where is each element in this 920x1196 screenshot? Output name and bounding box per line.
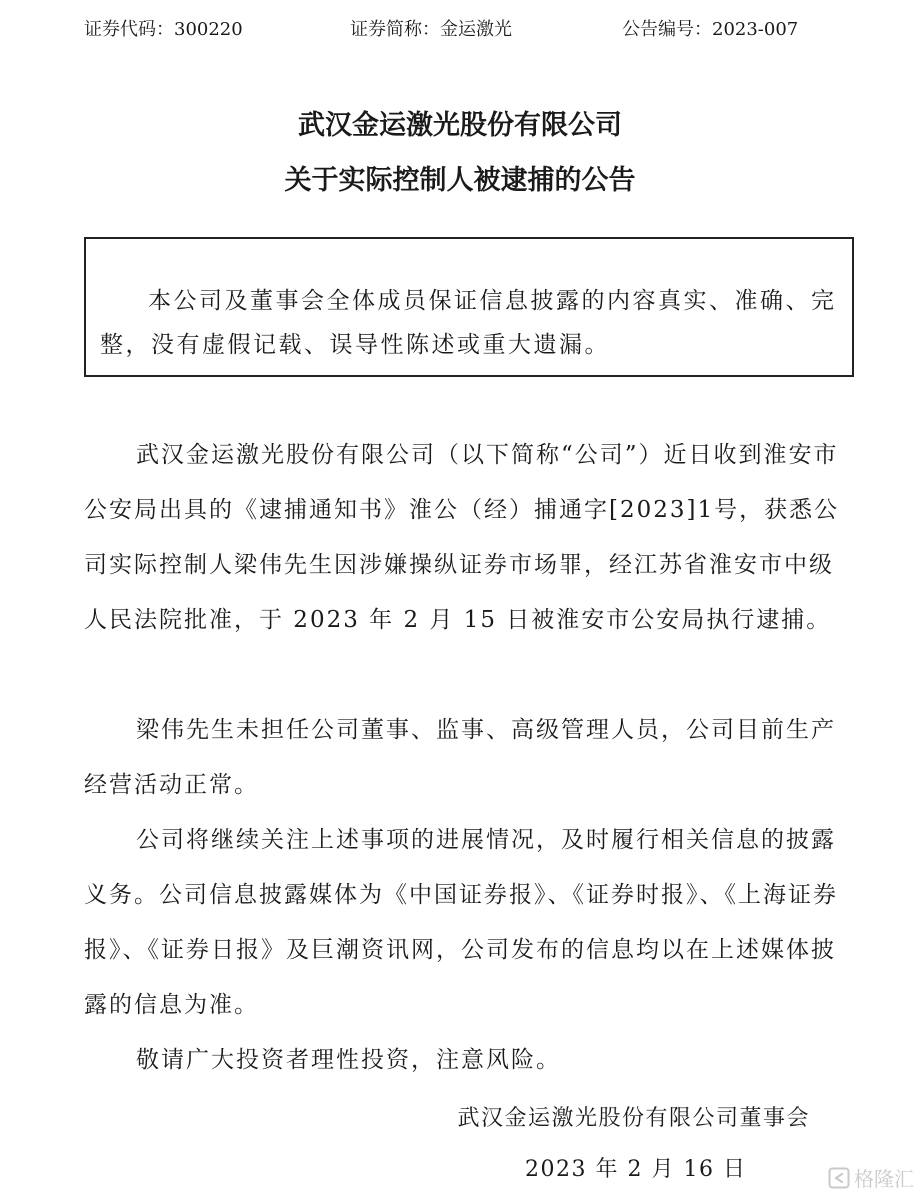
body-paragraph-risk: 敬请广大投资者理性投资，注意风险。 xyxy=(136,1047,561,1073)
announcement-number: 公告编号：2023-007 xyxy=(622,19,799,40)
watermark xyxy=(828,1163,914,1192)
body-paragraph-disclosure: 公司将继续关注上述事项的进展情况，及时履行相关信息的披露义务。公司信息披露媒体为《中国证券报》、《证券时报》、《上海证券报》、《证券日报》及巨潮资讯网，公司发布的信息均以在上述媒体披露的信息为准。 xyxy=(84,827,838,1018)
announcement-title: 关于实际控制人被逮捕的公告 xyxy=(284,165,636,196)
disclaimer-text: 本公司及董事会全体成员保证信息披露的内容真实、准确、完整，没有虚假记载、误导性陈述或重大遗漏。 xyxy=(100,288,837,358)
company-title: 武汉金运激光股份有限公司 xyxy=(298,110,622,141)
stock-abbreviation: 证券简称：金运激光 xyxy=(350,19,512,40)
announcement-date: 2023 年 2 月 16 日 xyxy=(525,1157,747,1182)
stock-code: 证券代码：300220 xyxy=(84,19,243,40)
watermark-text: 格隆汇 xyxy=(854,1167,914,1191)
body-paragraph-arrest: 武汉金运激光股份有限公司（以下简称“公司”）近日收到淮安市公安局出具的《逮捕通知书》淮公（经）捕通字[2023]1号，获悉公司实际控制人梁伟先生因涉嫌操纵证券市场罪，经江苏省淮安市中级人民法院批准，于 2023 年 2 月 15 日被淮安市公安局执行逮捕。 xyxy=(84,442,840,633)
body-paragraph-operations: 梁伟先生未担任公司董事、监事、高级管理人员，公司目前生产经营活动正常。 xyxy=(84,717,836,798)
disclaimer-box xyxy=(84,237,854,377)
board-signature: 武汉金运激光股份有限公司董事会 xyxy=(457,1106,810,1131)
gelonghui-logo-icon xyxy=(828,1167,850,1189)
